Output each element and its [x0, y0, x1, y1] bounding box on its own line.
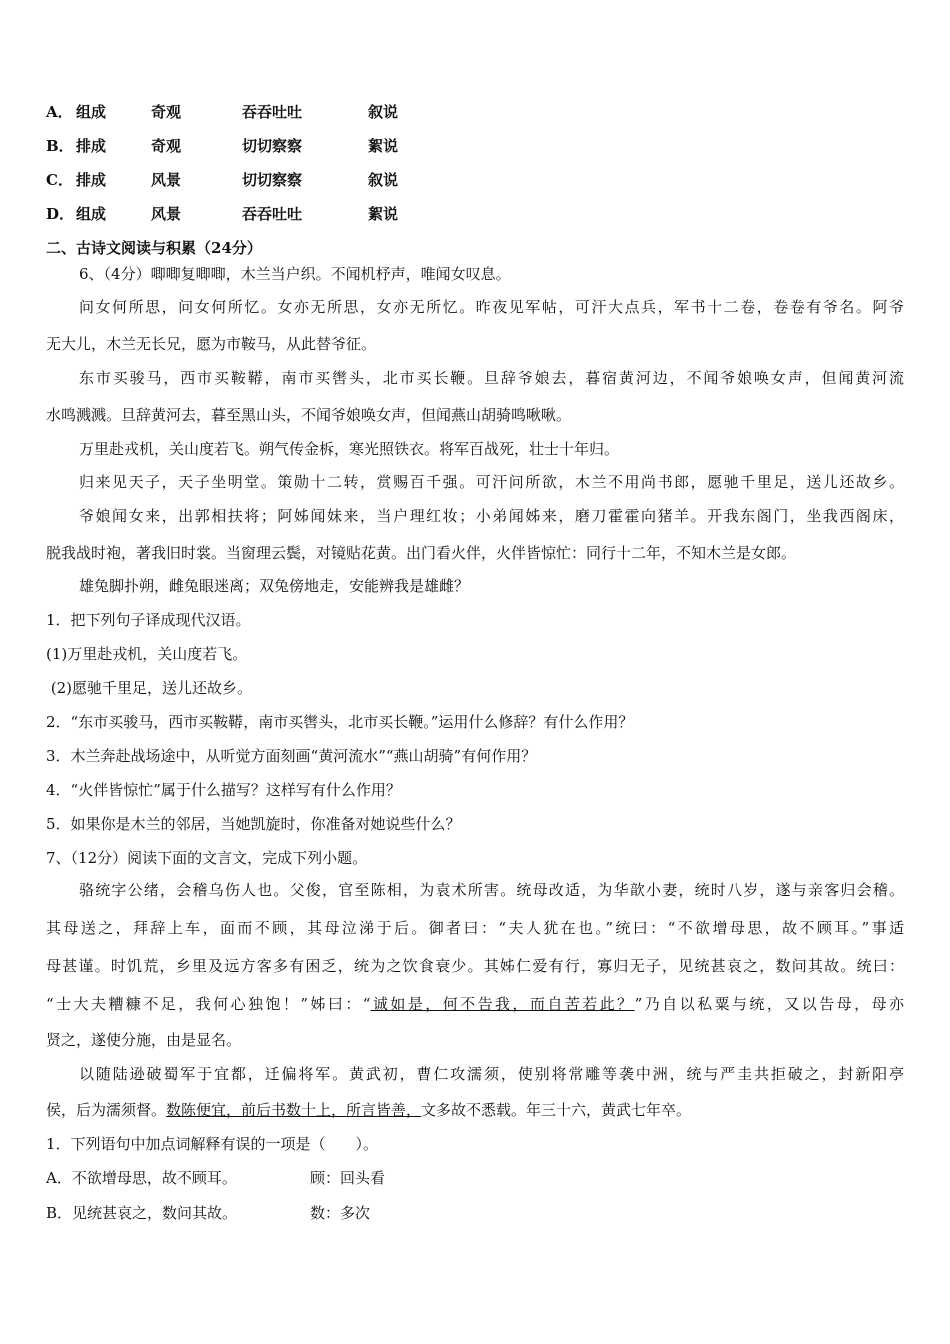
question-item: (2)愿驰千里足，送儿还故乡。: [46, 679, 253, 697]
poem-line: 万里赴戎机，关山度若飞。朔气传金柝，寒光照铁衣。将军百战死，壮士十年归。: [79, 440, 620, 458]
poem-line: 脱我战时袍，著我旧时裳。当窗理云鬓，对镜贴花黄。出门看火伴，火伴皆惊忙：同行十二年，不知木兰是女郎。: [46, 544, 797, 562]
answer-option-a: [46, 1168, 446, 1188]
choice-option-a: [46, 102, 446, 122]
option-letter: C．: [46, 171, 73, 189]
passage-line: 骆统字公绪，会稽乌伤人也。父俊，官至陈相，为袁术所害。统母改适，为华歆小妻，统时八岁，遂与亲客归会稽。: [79, 881, 904, 899]
option-word-3: 切切察察: [242, 171, 303, 189]
question-item: 2．“东市买骏马，西市买鞍鞯，南市买辔头，北市买长鞭。”运用什么修辞？有什么作用？: [46, 713, 634, 731]
option-word-4: 絮说: [368, 205, 399, 223]
question-item: 1．下列语句中加点词解释有误的一项是（ ）。: [46, 1135, 379, 1153]
option-word-2: 奇观: [151, 137, 182, 155]
choice-option-b: [46, 136, 446, 156]
option-word-2: 风景: [151, 205, 182, 223]
underlined-sentence: 数陈便宜，前后书数十上，所言皆善，: [166, 1101, 422, 1119]
option-text: B．见统甚哀之，数问其故。: [46, 1204, 238, 1222]
option-letter: B．: [46, 137, 74, 155]
poem-line: 东市买骏马，西市买鞍鞯，南市买辔头，北市买长鞭。旦辞爷娘去，暮宿黄河边，不闻爷娘唤女声，但闻黄河流: [79, 369, 904, 387]
choice-option-d: [46, 204, 446, 224]
question-item: 4．“火伴皆惊忙”属于什么描写？这样写有什么作用？: [46, 781, 401, 799]
option-gloss: 顾：回头看: [310, 1169, 386, 1187]
poem-line: 无大儿，木兰无长兄，愿为市鞍马，从此替爷征。: [46, 335, 377, 353]
question-item: 3．木兰奔赴战场途中，从听觉方面刻画“黄河流水”“燕山胡骑”有何作用？: [46, 747, 537, 765]
option-word-4: 叙说: [368, 171, 399, 189]
option-word-1: 组成: [76, 205, 107, 223]
option-word-1: 排成: [76, 137, 107, 155]
question-item: 5．如果你是木兰的邻居，当她凯旋时，你准备对她说些什么？: [46, 815, 461, 833]
passage-text: ”乃自以私粟与统，又以告母，母亦: [634, 995, 904, 1013]
passage-line: 以随陆逊破蜀军于宜都，迁偏将军。黄武初，曹仁攻濡须，使别将常雕等袭中洲，统与严圭共拒破之，封新阳亭: [79, 1065, 904, 1083]
passage-line: [46, 1100, 691, 1120]
option-word-3: 吞吞吐吐: [242, 103, 303, 121]
section-title: 二、古诗文阅读与积累（24分）: [46, 239, 262, 257]
option-letter: A．: [46, 103, 73, 121]
passage-line: 贤之，遂使分施，由是显名。: [46, 1031, 242, 1049]
passage-line: [46, 994, 904, 1014]
passage-text: 侯，后为濡须督。: [46, 1101, 167, 1119]
poem-line: 雄兔脚扑朔，雌兔眼迷离；双兔傍地走，安能辨我是雄雌？: [79, 577, 470, 595]
passage-line: 其母送之，拜辞上车，面而不顾，其母泣涕于后。御者曰：“夫人犹在也。”统曰：“不欲增母思，故不顾耳。”事适: [46, 919, 904, 937]
poem-line: 爷娘闻女来，出郭相扶将；阿姊闻妹来，当户理红妆；小弟闻姊来，磨刀霍霍向猪羊。开我东阁门，坐我西阁床，: [79, 507, 904, 525]
option-word-3: 吞吞吐吐: [242, 205, 303, 223]
q6-intro: 6、（4分）唧唧复唧唧，木兰当户织。不闻机杼声，唯闻女叹息。: [79, 265, 511, 283]
option-word-2: 奇观: [151, 103, 182, 121]
poem-line: 归来见天子，天子坐明堂。策勋十二转，赏赐百千强。可汗问所欲，木兰不用尚书郎，愿驰千里足，送儿还故乡。: [79, 473, 904, 491]
q7-intro: 7、（12分）阅读下面的文言文，完成下列小题。: [46, 849, 368, 867]
passage-line: 母甚谨。时饥荒，乡里及远方客多有困乏，统为之饮食衰少。其姊仁爱有行，寡归无子，见统甚哀之，数问其故。统曰：: [46, 957, 904, 975]
option-word-4: 叙说: [368, 103, 399, 121]
choice-option-c: [46, 170, 446, 190]
option-gloss: 数：多次: [310, 1204, 371, 1222]
option-letter: D．: [46, 205, 75, 223]
poem-line: 问女何所思，问女何所忆。女亦无所思，女亦无所忆。昨夜见军帖，可汗大点兵，军书十二卷，卷卷有爷名。阿爷: [79, 298, 904, 316]
option-word-1: 排成: [76, 171, 107, 189]
option-text: A．不欲增母思，故不顾耳。: [46, 1169, 237, 1187]
option-word-4: 絮说: [368, 137, 399, 155]
underlined-sentence: 诚如是，何不告我，而自苦若此？: [370, 995, 635, 1013]
answer-option-b: [46, 1203, 446, 1223]
passage-text: “士大夫糟糠不足，我何心独饱！”姊曰：“: [46, 995, 371, 1013]
question-item: (1)万里赴戎机，关山度若飞。: [46, 645, 248, 663]
question-item: 1．把下列句子译成现代汉语。: [46, 611, 251, 629]
passage-text: 文多故不悉载。年三十六，黄武七年卒。: [421, 1101, 692, 1119]
option-word-2: 风景: [151, 171, 182, 189]
poem-line: 水鸣溅溅。旦辞黄河去，暮至黑山头，不闻爷娘唤女声，但闻燕山胡骑鸣啾啾。: [46, 406, 572, 424]
option-word-3: 切切察察: [242, 137, 303, 155]
option-word-1: 组成: [76, 103, 107, 121]
